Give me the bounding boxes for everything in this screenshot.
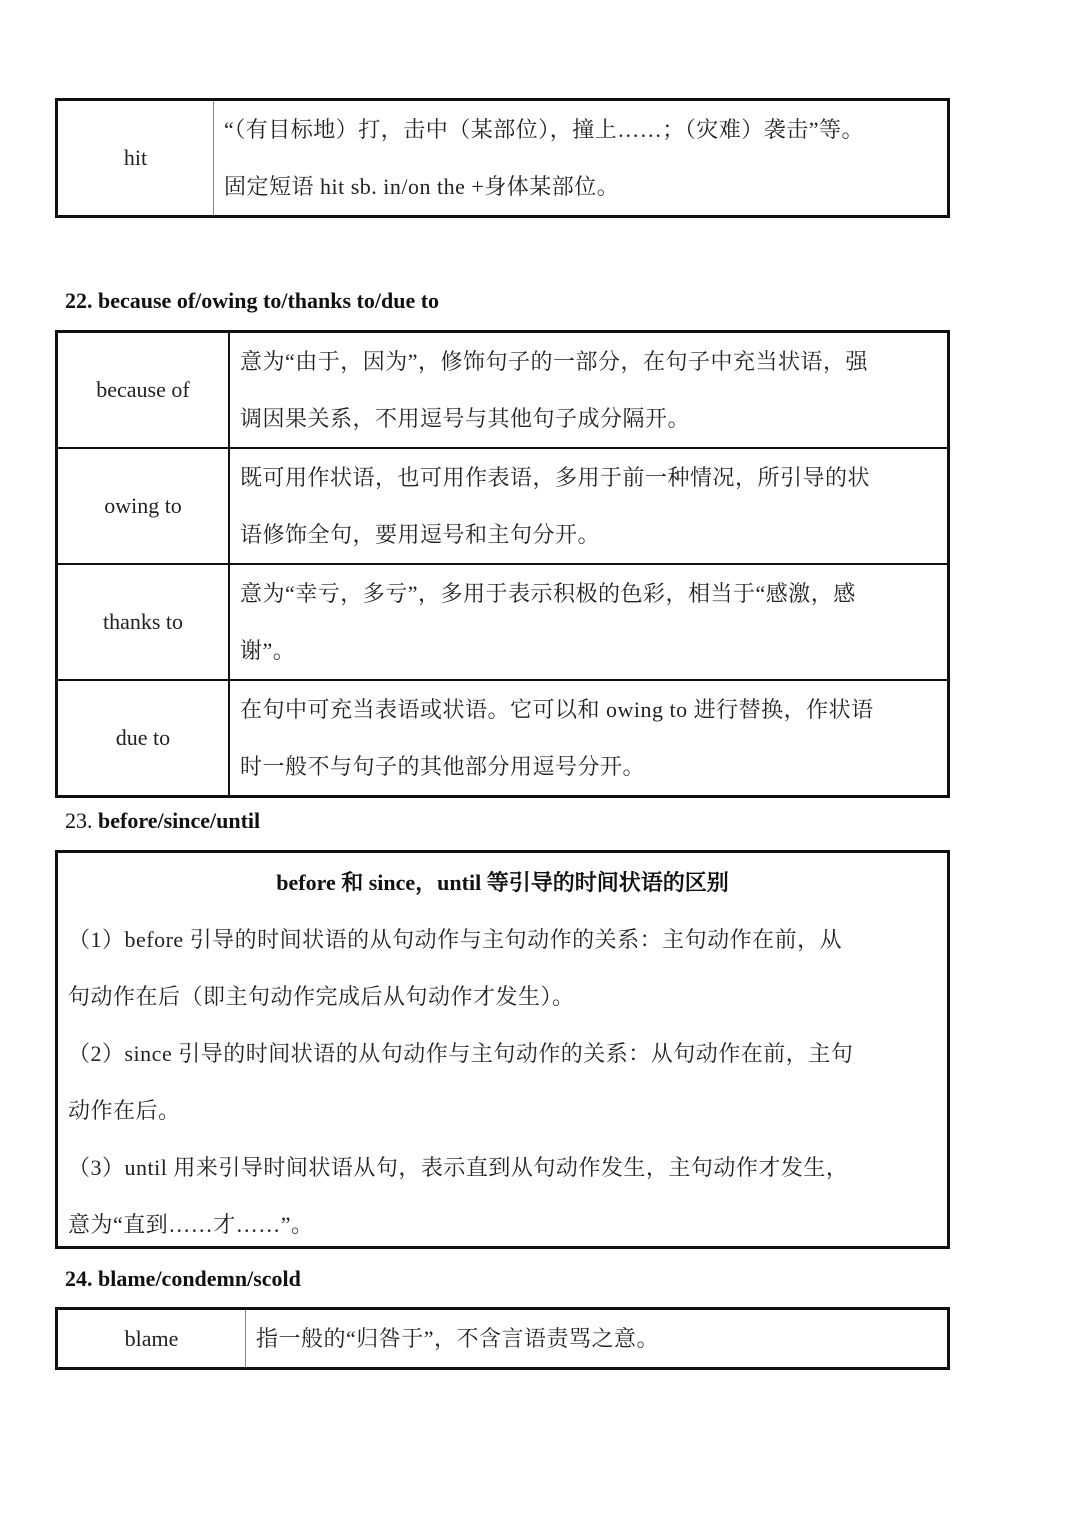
- term-cell: thanks to: [57, 564, 230, 680]
- section-number: 23.: [65, 808, 93, 833]
- box-before-since-until: [55, 850, 950, 1249]
- term-cell: blame: [57, 1309, 246, 1369]
- box-line: 句动作在后（即主句动作完成后从句动作才发生）。: [68, 984, 575, 1009]
- description-cell: [229, 448, 949, 564]
- description-cell: [214, 100, 949, 217]
- description-cell: [229, 680, 949, 797]
- term-cell: due to: [57, 680, 230, 797]
- table-row: [57, 1309, 949, 1369]
- description-line: 调因果关系，不用逗号与其他句子成分隔开。: [240, 406, 691, 431]
- description-line: 谢”。: [240, 638, 296, 663]
- table-row: [57, 680, 949, 797]
- table-row: [57, 448, 949, 564]
- description-line: 语修饰全句，要用逗号和主句分开。: [240, 522, 601, 547]
- description-cell: [246, 1309, 949, 1369]
- box-title: before 和 since，until 等引导的时间状语的区别: [276, 870, 729, 895]
- description-line: 时一般不与句子的其他部分用逗号分开。: [240, 754, 646, 779]
- description-line: 指一般的“归咎于”，不含言语责骂之意。: [256, 1326, 660, 1351]
- box-line: 意为“直到……才……”。: [68, 1212, 314, 1237]
- table-blame: [55, 1307, 950, 1370]
- section-heading-22: 22. because of/owing to/thanks to/due to: [65, 288, 440, 313]
- box-line: （2）since 引导的时间状语的从句动作与主句动作的关系：从句动作在前，主句: [68, 1041, 854, 1066]
- section-title: before/since/until: [98, 808, 261, 833]
- table-row: [57, 564, 949, 680]
- description-line: “（有目标地）打，击中（某部位），撞上……；（灾难）袭击”等。: [224, 117, 865, 142]
- term-cell: because of: [57, 332, 230, 449]
- table-hit: [55, 98, 950, 218]
- description-line: 在句中可充当表语或状语。它可以和 owing to 进行替换，作状语: [240, 697, 874, 722]
- description-cell: [229, 332, 949, 449]
- box-line: （3）until 用来引导时间状语从句，表示直到从句动作发生，主句动作才发生，: [68, 1155, 849, 1180]
- description-line: 既可用作状语，也可用作表语，多用于前一种情况，所引导的状: [240, 465, 871, 490]
- table-row: [57, 332, 949, 449]
- description-line: 意为“由于，因为”，修饰句子的一部分，在句子中充当状语，强: [240, 349, 869, 374]
- box-line: （1）before 引导的时间状语的从句动作与主句动作的关系：主句动作在前，从: [68, 927, 843, 952]
- description-line: 意为“幸亏，多亏”，多用于表示积极的色彩，相当于“感激，感: [240, 581, 856, 606]
- description-line: 固定短语 hit sb. in/on the +身体某部位。: [224, 174, 620, 199]
- section-heading-23: [65, 808, 260, 834]
- term-cell: hit: [57, 100, 214, 217]
- box-line: 动作在后。: [68, 1098, 181, 1123]
- table-row: [57, 100, 949, 217]
- table-because-of: [55, 330, 950, 798]
- description-cell: [229, 564, 949, 680]
- section-heading-24: 24. blame/condemn/scold: [65, 1266, 301, 1291]
- term-cell: owing to: [57, 448, 230, 564]
